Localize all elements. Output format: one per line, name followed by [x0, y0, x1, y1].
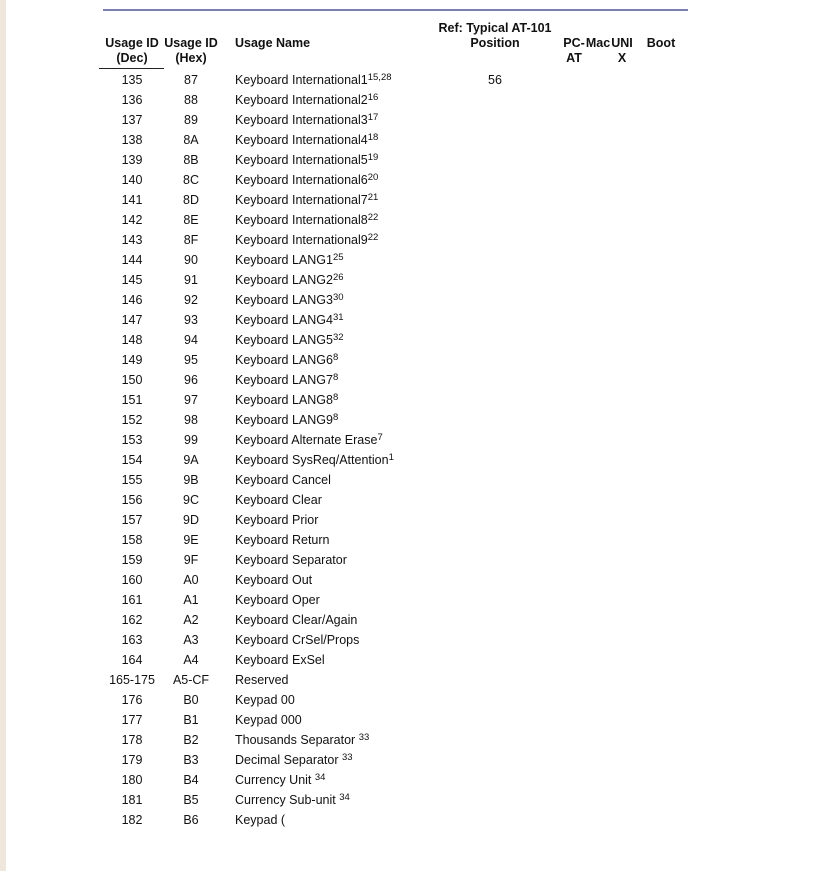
usage-name: Currency Sub-unit [235, 793, 340, 807]
usage-id-hex: 9E [183, 533, 199, 547]
usage-name-cell [235, 370, 338, 390]
table-row [0, 450, 700, 470]
usage-id-dec: 136 [121, 93, 143, 107]
usage-name-cell [235, 210, 378, 230]
header-boot: Boot [646, 36, 676, 50]
table-row [0, 630, 700, 650]
table-row [0, 770, 700, 790]
usage-name-cell [235, 510, 318, 530]
header-usage-id-hex [162, 36, 220, 66]
footnote-ref: 20 [367, 172, 379, 183]
usage-id-hex: B3 [183, 753, 199, 767]
usage-name-cell [235, 170, 378, 190]
usage-id-dec: 143 [121, 233, 143, 247]
usage-id-hex: 9A [183, 453, 199, 467]
usage-name-cell [235, 490, 322, 510]
usage-id-dec: 152 [121, 413, 143, 427]
footnote-ref: 25 [332, 252, 344, 263]
table-row [0, 170, 700, 190]
usage-name: Keyboard International7 [235, 193, 368, 207]
usage-name-cell [235, 590, 320, 610]
usage-id-dec: 151 [121, 393, 143, 407]
usage-name-cell [235, 690, 295, 710]
usage-id-dec: 178 [121, 733, 143, 747]
usage-name-cell [235, 290, 344, 310]
table-row [0, 250, 700, 270]
usage-id-dec: 139 [121, 153, 143, 167]
table-row [0, 690, 700, 710]
usage-name: Keyboard Cancel [235, 473, 331, 487]
usage-id-hex: 91 [184, 273, 198, 287]
usage-name: Keyboard LANG5 [235, 333, 333, 347]
table-row [0, 550, 700, 570]
table-row [0, 730, 700, 750]
usage-id-dec: 182 [121, 813, 143, 827]
footnote-ref: 33 [358, 732, 370, 743]
usage-id-hex: 8F [183, 233, 199, 247]
footnote-ref: 32 [332, 332, 344, 343]
usage-id-hex: A0 [183, 573, 199, 587]
footnote-ref: 7 [377, 432, 383, 443]
footnote-ref: 34 [314, 772, 326, 783]
table-row [0, 710, 700, 730]
usage-id-hex: B0 [183, 693, 199, 707]
header-line: AT [566, 51, 582, 65]
footnote-ref: 30 [332, 292, 344, 303]
footnote-ref: 22 [367, 212, 379, 223]
footnote-ref: 31 [332, 312, 344, 323]
usage-name: Keyboard CrSel/Props [235, 633, 360, 647]
header-line: X [617, 51, 627, 65]
table-row [0, 410, 700, 430]
usage-name: Keyboard LANG3 [235, 293, 333, 307]
table-row [0, 370, 700, 390]
usage-id-dec: 164 [121, 653, 143, 667]
table-row [0, 750, 700, 770]
footnote-ref: 16 [367, 92, 379, 103]
usage-id-dec: 137 [121, 113, 143, 127]
table-row [0, 210, 700, 230]
table-row [0, 310, 700, 330]
usage-name: Keyboard LANG2 [235, 273, 333, 287]
footnote-ref: 1 [388, 452, 394, 463]
usage-id-hex: 98 [184, 413, 198, 427]
usage-id-dec: 149 [121, 353, 143, 367]
header-line: Usage ID [164, 36, 218, 50]
usage-name: Keyboard Alternate Erase [235, 433, 378, 447]
usage-name: Keyboard LANG6 [235, 353, 333, 367]
usage-id-dec: 179 [121, 753, 143, 767]
table-row [0, 330, 700, 350]
usage-id-dec: 177 [121, 713, 143, 727]
table-row [0, 590, 700, 610]
usage-id-hex: 99 [184, 433, 198, 447]
usage-name: Keyboard Clear/Again [235, 613, 358, 627]
usage-name: Keyboard International5 [235, 153, 368, 167]
footnote-ref: 15,28 [367, 72, 392, 83]
usage-name: Keyboard International2 [235, 93, 368, 107]
usage-name-cell [235, 270, 344, 290]
usage-name-cell [235, 630, 359, 650]
table-row [0, 430, 700, 450]
usage-name-cell [235, 610, 357, 630]
usage-name: Thousands Separator [235, 733, 359, 747]
table-row [0, 150, 700, 170]
usage-name: Reserved [235, 673, 289, 687]
header-line: UNI [611, 36, 633, 50]
usage-name: Keyboard Clear [235, 493, 322, 507]
table-row [0, 570, 700, 590]
table-row [0, 190, 700, 210]
usage-name-cell [235, 570, 312, 590]
usage-id-hex: A1 [183, 593, 199, 607]
usage-name: Keyboard LANG4 [235, 313, 333, 327]
usage-name-cell [235, 190, 378, 210]
usage-id-hex: A3 [183, 633, 199, 647]
at101-position: 56 [488, 73, 502, 87]
usage-id-hex: 90 [184, 253, 198, 267]
table-row [0, 790, 700, 810]
usage-name: Keyboard Oper [235, 593, 320, 607]
header-line: Position [470, 36, 520, 50]
usage-name: Keyboard SysReq/Attention [235, 453, 389, 467]
table-row [0, 390, 700, 410]
usage-id-dec: 161 [121, 593, 143, 607]
usage-id-hex: 8E [183, 213, 199, 227]
usage-id-hex: 9C [183, 493, 199, 507]
usage-name-cell [235, 750, 353, 770]
footnote-ref: 17 [367, 112, 379, 123]
header-usage-name: Usage Name [235, 36, 311, 50]
usage-id-hex: 94 [184, 333, 198, 347]
header-mac: Mac [585, 36, 611, 50]
usage-id-hex: B5 [183, 793, 199, 807]
usage-id-hex: 96 [184, 373, 198, 387]
usage-name-cell [235, 810, 285, 830]
usage-id-hex: A2 [183, 613, 199, 627]
usage-name: Keyboard Out [235, 573, 313, 587]
usage-id-dec: 158 [121, 533, 143, 547]
usage-id-dec: 135 [121, 73, 143, 87]
usage-name: Keyboard International3 [235, 113, 368, 127]
usage-id-dec: 153 [121, 433, 143, 447]
usage-id-hex: 9B [183, 473, 199, 487]
usage-id-dec: 154 [121, 453, 143, 467]
usage-id-dec: 160 [121, 573, 143, 587]
usage-id-dec: 146 [121, 293, 143, 307]
usage-name-cell [235, 650, 325, 670]
usage-id-hex: 8B [183, 153, 199, 167]
usage-name: Keyboard LANG8 [235, 393, 333, 407]
usage-id-dec: 150 [121, 373, 143, 387]
table-row [0, 130, 700, 150]
table-row [0, 350, 700, 370]
usage-id-dec: 159 [121, 553, 143, 567]
usage-id-hex: 9D [183, 513, 199, 527]
usage-name-cell [235, 150, 378, 170]
usage-name: Keypad ( [235, 813, 286, 827]
usage-id-dec: 180 [121, 773, 143, 787]
table-row [0, 530, 700, 550]
usage-id-dec: 140 [121, 173, 143, 187]
footnote-ref: 8 [332, 352, 339, 363]
usage-id-hex: 8C [183, 173, 199, 187]
footnote-ref: 8 [332, 392, 339, 403]
table-row [0, 670, 700, 690]
usage-id-dec: 142 [121, 213, 143, 227]
table-row [0, 490, 700, 510]
usage-id-dec: 141 [121, 193, 143, 207]
usage-id-hex: 93 [184, 313, 198, 327]
usage-name: Keyboard Prior [235, 513, 319, 527]
usage-name: Keyboard International4 [235, 133, 368, 147]
usage-name-cell [235, 250, 344, 270]
usage-name-cell [235, 70, 392, 90]
usage-id-dec: 144 [121, 253, 143, 267]
usage-name-cell [235, 710, 302, 730]
usage-id-dec: 155 [121, 473, 143, 487]
table-row [0, 90, 700, 110]
usage-id-hex: 97 [184, 393, 198, 407]
usage-name-cell [235, 670, 289, 690]
usage-id-hex: 87 [184, 73, 198, 87]
usage-name-cell [235, 390, 338, 410]
usage-name: Keyboard LANG7 [235, 373, 333, 387]
table-row [0, 610, 700, 630]
usage-name: Keyboard ExSel [235, 653, 325, 667]
usage-name-cell [235, 310, 344, 330]
usage-id-dec: 176 [121, 693, 143, 707]
usage-name-cell [235, 430, 383, 450]
usage-name: Decimal Separator [235, 753, 342, 767]
usage-id-hex: B1 [183, 713, 199, 727]
usage-id-dec: 147 [121, 313, 143, 327]
footnote-ref: 8 [332, 372, 339, 383]
usage-name: Keyboard LANG1 [235, 253, 333, 267]
table-row [0, 70, 700, 90]
table-row [0, 470, 700, 490]
usage-id-hex: B6 [183, 813, 199, 827]
usage-name: Keyboard Return [235, 533, 330, 547]
usage-id-dec: 181 [121, 793, 143, 807]
footnote-ref: 34 [339, 792, 350, 803]
usage-id-hex: 89 [184, 113, 198, 127]
usage-name: Keyboard International9 [235, 233, 368, 247]
usage-id-dec: 138 [121, 133, 143, 147]
usage-name-cell [235, 470, 331, 490]
usage-name-cell [235, 450, 394, 470]
table-row [0, 810, 700, 830]
footnote-ref: 21 [367, 192, 379, 203]
table-row [0, 110, 700, 130]
footnote-ref: 26 [332, 272, 344, 283]
header-line: (Dec) [116, 51, 148, 65]
usage-name-cell [235, 130, 378, 150]
usage-name-cell [235, 530, 330, 550]
footnote-ref: 33 [342, 752, 353, 763]
table-row [0, 510, 700, 530]
footnote-ref: 22 [367, 232, 379, 243]
header-unix [608, 36, 636, 66]
table-row [0, 270, 700, 290]
usage-name-cell [235, 110, 378, 130]
header-line: (Hex) [175, 51, 207, 65]
header-usage-id-dec [100, 36, 164, 66]
usage-name-cell [235, 230, 378, 250]
usage-id-dec: 145 [121, 273, 143, 287]
usage-name: Currency Unit [235, 773, 315, 787]
usage-id-hex: 8D [183, 193, 199, 207]
header-underline [99, 68, 164, 69]
table-row [0, 650, 700, 670]
footnote-ref: 8 [332, 412, 339, 423]
usage-name: Keyboard Separator [235, 553, 347, 567]
usage-id-hex: B4 [183, 773, 199, 787]
usage-id-hex: A5-CF [172, 673, 210, 687]
footnote-ref: 18 [367, 132, 379, 143]
usage-name: Keyboard International6 [235, 173, 368, 187]
usage-name: Keypad 000 [235, 713, 302, 727]
header-ref-position [430, 21, 560, 51]
usage-name-cell [235, 770, 325, 790]
usage-name-cell [235, 330, 344, 350]
usage-id-dec: 162 [121, 613, 143, 627]
usage-name-cell [235, 730, 369, 750]
usage-id-dec: 163 [121, 633, 143, 647]
table-row [0, 230, 700, 250]
usage-name: Keypad 00 [235, 693, 295, 707]
usage-name: Keyboard International8 [235, 213, 368, 227]
usage-id-hex: 8A [183, 133, 199, 147]
header-line: PC- [563, 36, 585, 50]
header-line: Usage ID [105, 36, 159, 50]
top-rule [103, 9, 688, 11]
usage-id-dec: 148 [121, 333, 143, 347]
usage-name: Keyboard International1 [235, 73, 368, 87]
usage-id-hex: 92 [184, 293, 198, 307]
usage-name-cell [235, 350, 338, 370]
usage-id-dec: 156 [121, 493, 143, 507]
usage-name-cell [235, 550, 347, 570]
usage-id-hex: B2 [183, 733, 199, 747]
usage-id-dec: 165-175 [109, 673, 155, 687]
usage-name-cell [235, 90, 378, 110]
usage-name-cell [235, 410, 338, 430]
usage-id-dec: 157 [121, 513, 143, 527]
usage-id-hex: 88 [184, 93, 198, 107]
table-row [0, 290, 700, 310]
header-line: Ref: Typical AT-101 [438, 21, 552, 35]
usage-name-cell [235, 790, 350, 810]
usage-id-hex: 95 [184, 353, 198, 367]
usage-id-hex: 9F [183, 553, 199, 567]
usage-name: Keyboard LANG9 [235, 413, 333, 427]
footnote-ref: 19 [367, 152, 379, 163]
usage-id-hex: A4 [183, 653, 199, 667]
